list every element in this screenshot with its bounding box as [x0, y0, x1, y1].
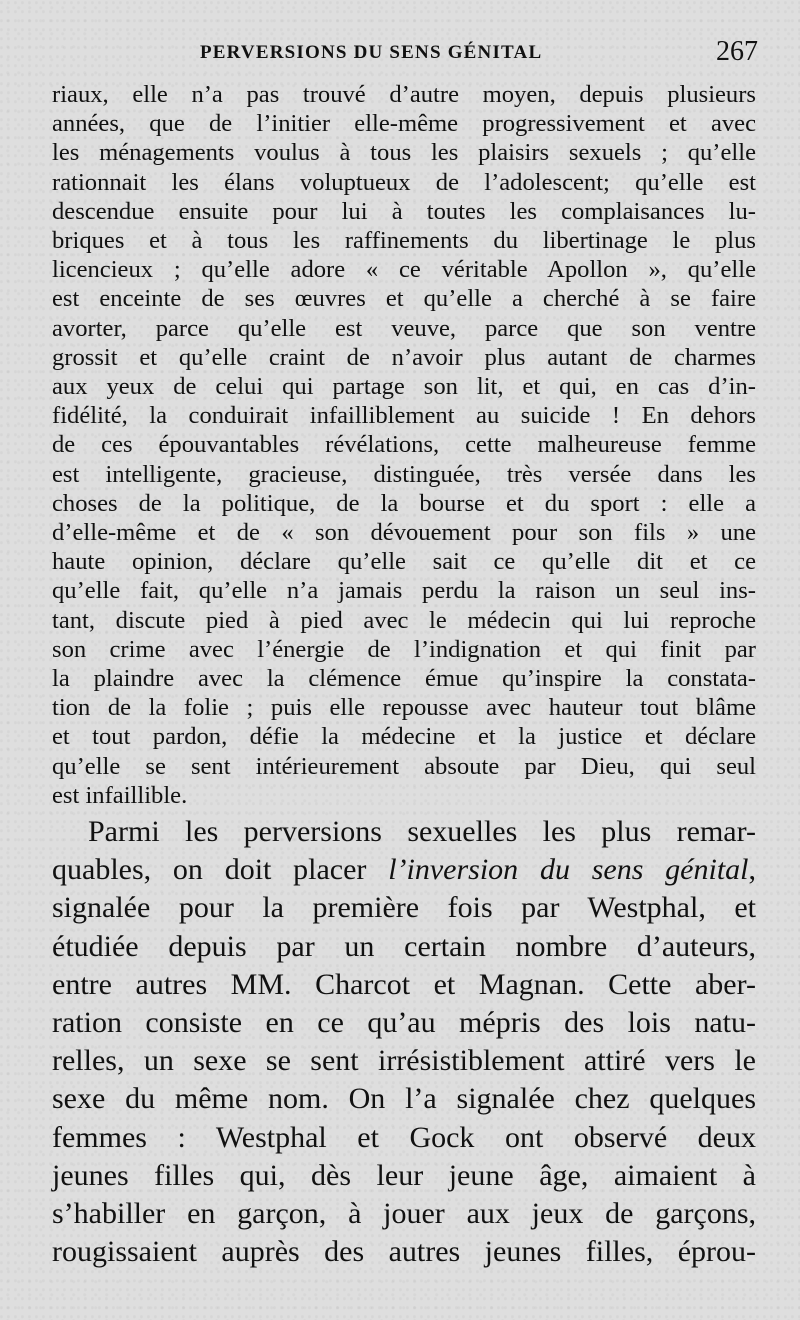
text-line: rationnait les élans voluptueux de l’adolescent; qu’elle est: [52, 168, 756, 196]
text-line: étudiée depuis par un certain nombre d’auteurs,: [52, 929, 756, 963]
running-title: PERVERSIONS DU SENS GÉNITAL: [200, 42, 543, 63]
text-line: aux yeux de celui qui partage son lit, et qui, en cas d’in-: [52, 373, 756, 401]
text-line: est enceinte de ses œuvres et qu’elle a cherché à se faire: [52, 285, 756, 313]
text-line: choses de la politique, de la bourse et du sport : elle a: [52, 489, 756, 517]
text-line: et tout pardon, défie la médecine et la justice et déclare: [52, 723, 756, 751]
text-line: les ménagements voulus à tous les plaisirs sexuels ; qu’elle: [52, 139, 756, 167]
text-line: entre autres MM. Charcot et Magnan. Cette aber-: [52, 967, 756, 1001]
text-line: sexe du même nom. On l’a signalée chez quelques: [52, 1082, 756, 1116]
text-line: de ces épouvantables révélations, cette malheureuse femme: [52, 431, 756, 459]
text-line: tion de la folie ; puis elle repousse avec hauteur tout blâme: [52, 694, 756, 722]
text-line: rougissaient auprès des autres jeunes filles, éprou-: [52, 1235, 756, 1269]
text-line: femmes : Westphal et Gock ont observé deux: [52, 1120, 756, 1154]
text-line: d’elle-même et de « son dévouement pour son fils » une: [52, 519, 756, 547]
text-line-with-emphasis: [52, 851, 756, 889]
text-line: années, que de l’initier elle-même progressivement et avec: [52, 110, 756, 138]
text-line: signalée pour la première fois par Westphal, et: [52, 891, 756, 925]
text-line: son crime avec l’énergie de l’indignation et qui finit par: [52, 635, 756, 663]
text-line: ration consiste en ce qu’au mépris des lois natu-: [52, 1006, 756, 1040]
text-line: s’habiller en garçon, à jouer aux jeux de garçons,: [52, 1197, 756, 1231]
text-line: grossit et qu’elle craint de n’avoir plus autant de charmes: [52, 343, 756, 371]
emphasized-term: l’inversion du sens génital: [388, 853, 749, 887]
text-line: licencieux ; qu’elle adore « ce véritable Apollon », qu’elle: [52, 256, 756, 284]
text-line: haute opinion, déclare qu’elle sait ce qu’elle dit et ce: [52, 548, 756, 576]
page-number: 267: [716, 36, 758, 67]
text-line: la plaindre avec la clémence émue qu’inspire la constata-: [52, 665, 756, 693]
text-line: qu’elle fait, qu’elle n’a jamais perdu la raison un seul ins-: [52, 577, 756, 605]
text-fragment: ,: [748, 853, 756, 887]
paragraph-1: [52, 80, 756, 810]
text-line: jeunes filles qui, dès leur jeune âge, aimaient à: [52, 1158, 756, 1192]
text-line-last: est infaillible.: [52, 781, 188, 809]
text-line: fidélité, la conduirait infailliblement au suicide ! En dehors: [52, 402, 756, 430]
page-header: [52, 36, 758, 76]
text-line: tant, discute pied à pied avec le médecin qui lui reproche: [52, 606, 756, 634]
text-line: descendue ensuite pour lui à toutes les complaisances lu-: [52, 197, 756, 225]
text-line: Parmi les perversions sexuelles les plus remar-: [88, 815, 756, 848]
paragraph-2: [52, 813, 756, 1271]
text-line: riaux, elle n’a pas trouvé d’autre moyen, depuis plusieurs: [52, 81, 756, 108]
text-line: qu’elle se sent intérieurement absoute par Dieu, qui seul: [52, 752, 756, 780]
text-line: est intelligente, gracieuse, distinguée, très versée dans les: [52, 460, 756, 488]
text-line: relles, un sexe se sent irrésistiblement attiré vers le: [52, 1044, 756, 1078]
text-line: avorter, parce qu’elle est veuve, parce que son ventre: [52, 314, 756, 342]
text-line: briques et à tous les raffinements du libertinage le plus: [52, 227, 756, 255]
text-fragment: quables, on doit placer: [52, 853, 389, 887]
